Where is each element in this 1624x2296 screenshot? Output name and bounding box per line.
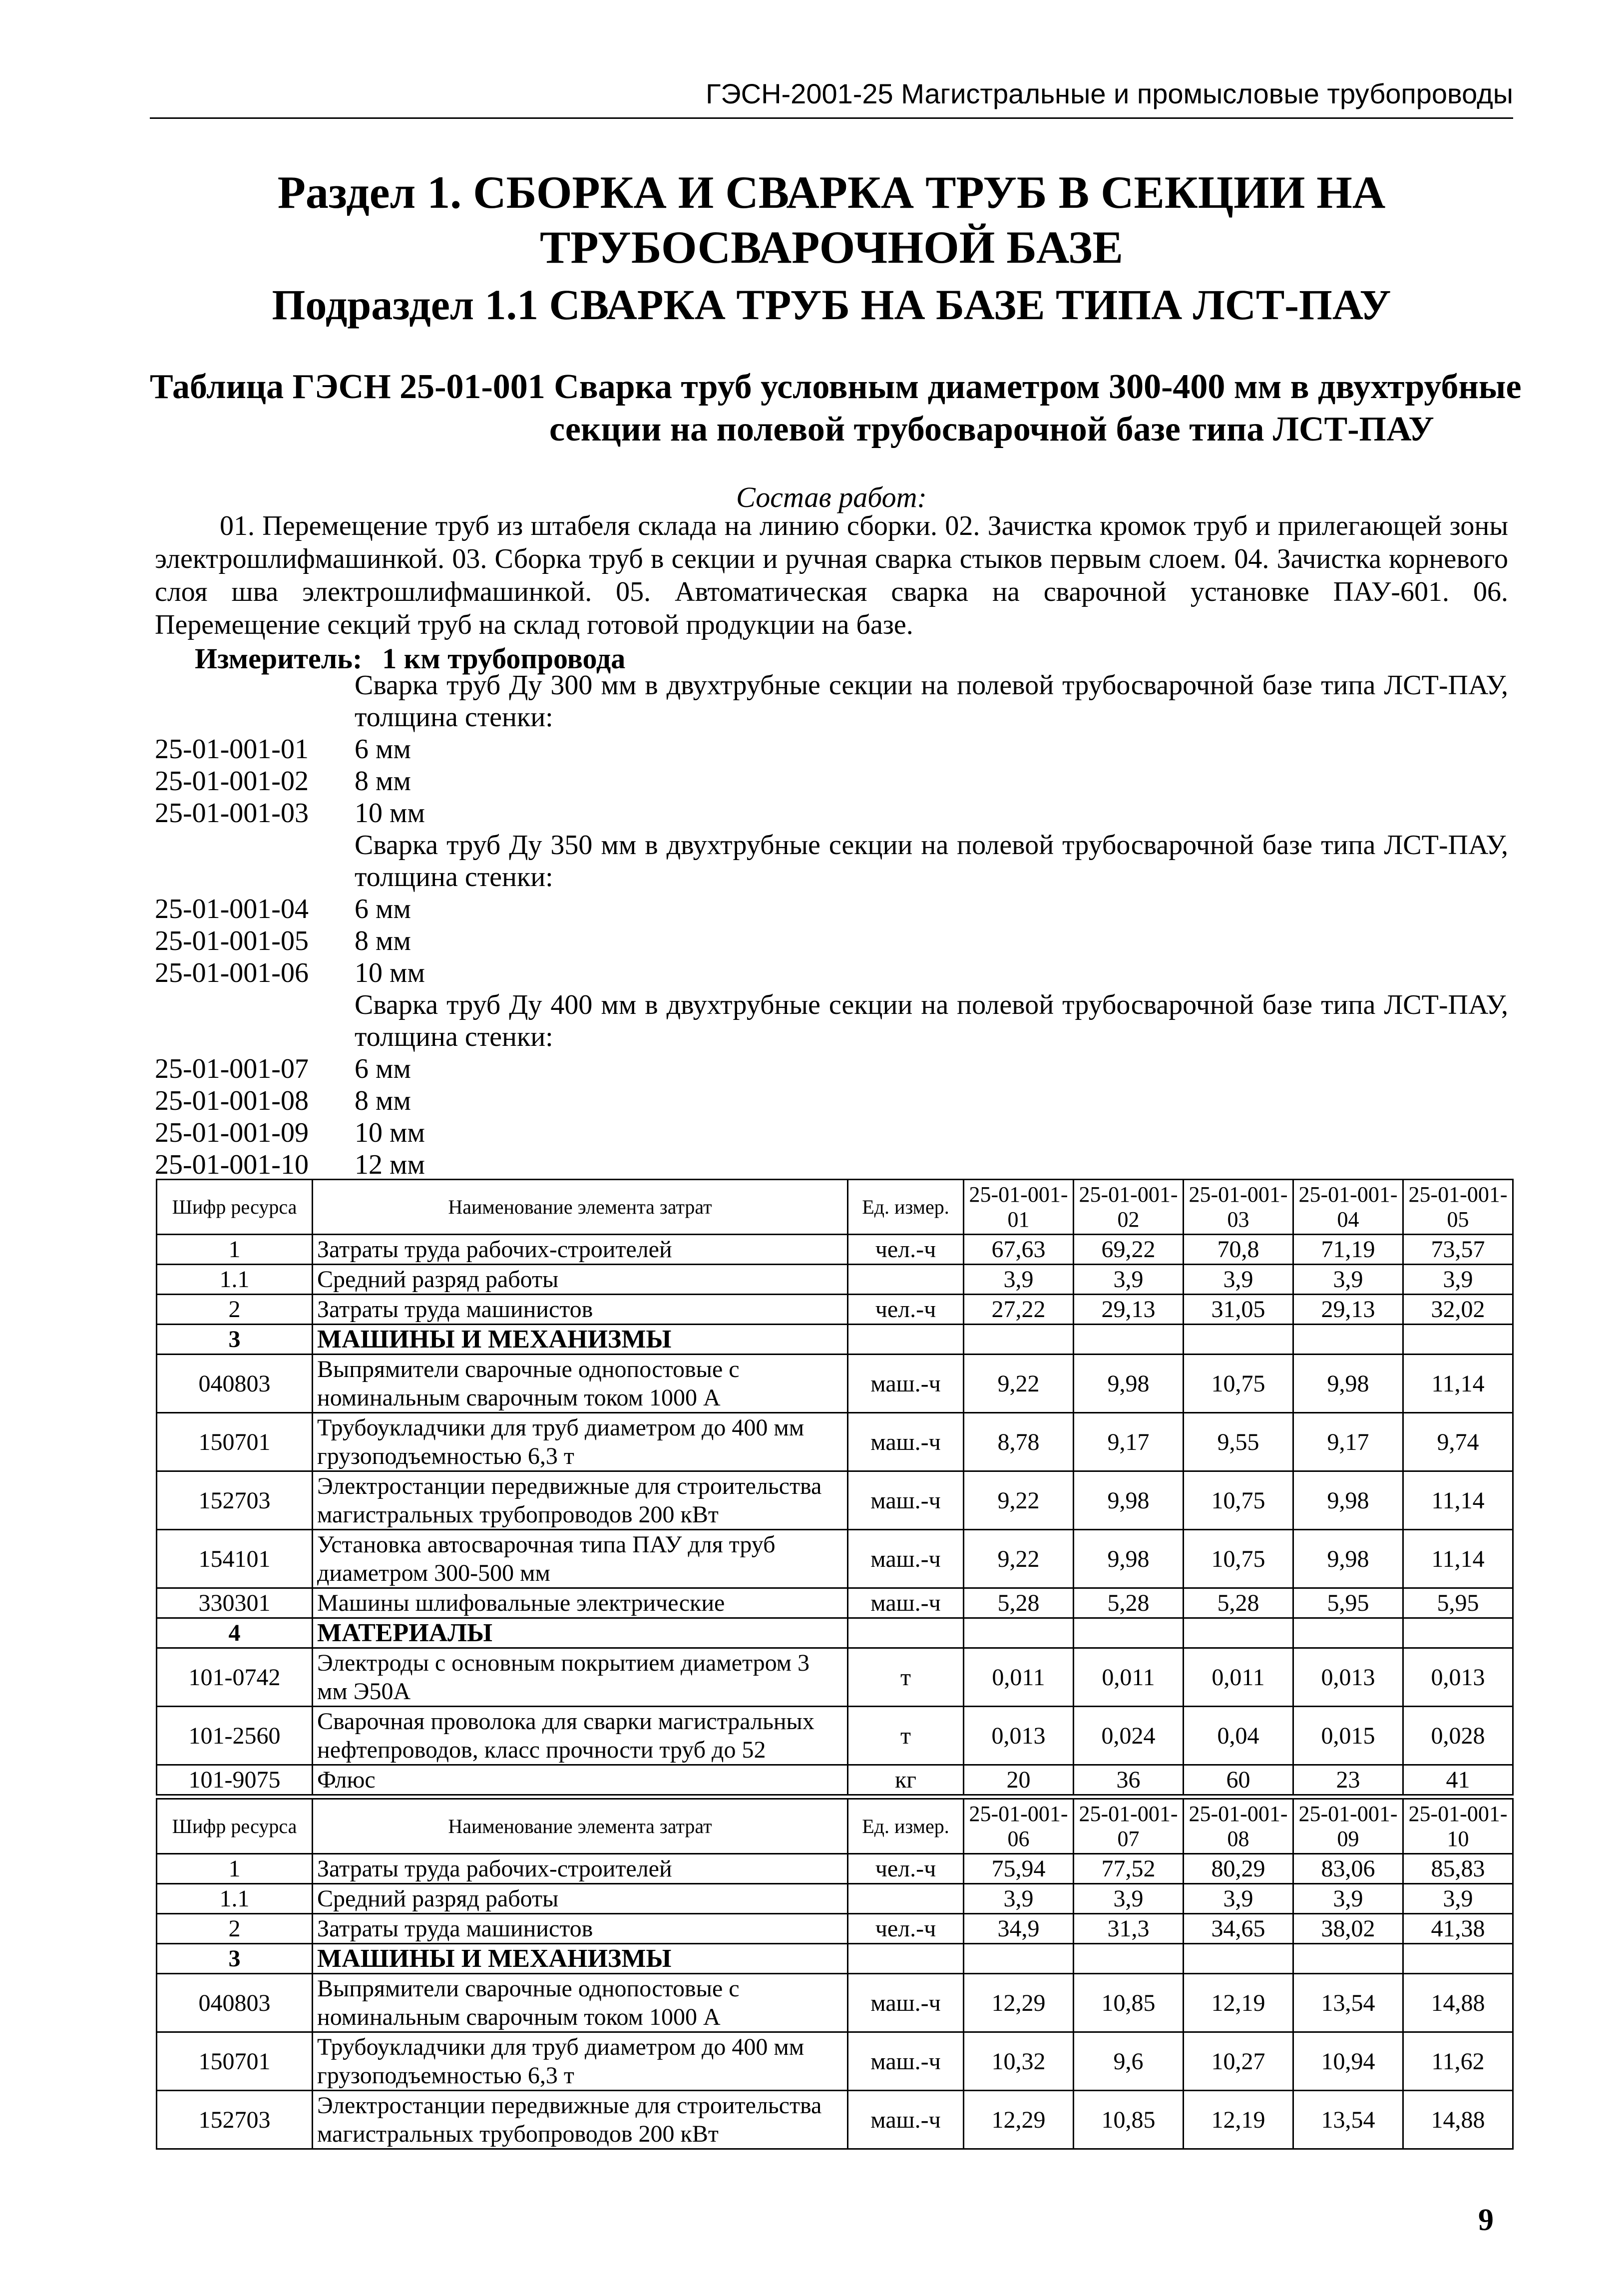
wall-thickness: 8 мм	[355, 766, 411, 797]
resource-unit: т	[848, 1648, 964, 1707]
resource-code: 101-2560	[157, 1707, 313, 1765]
table-row	[157, 1765, 1513, 1795]
resource-value: 83,06	[1293, 1854, 1403, 1884]
resource-value: 29,13	[1074, 1295, 1184, 1325]
resource-unit	[848, 1265, 964, 1295]
table-title-continued: секции на полевой трубосварочной базе типа ЛСТ-ПАУ	[549, 410, 1434, 449]
resource-unit: т	[848, 1707, 964, 1765]
code-number: 25-01-001-05	[155, 925, 309, 956]
resource-unit: маш.-ч	[848, 1355, 964, 1413]
resource-name: Средний разряд работы	[313, 1884, 848, 1914]
resource-name: Выпрямители сварочные однопостовые с номинальным сварочным током 1000 А	[313, 1974, 848, 2032]
code-number: 25-01-001-09	[155, 1117, 309, 1148]
resource-unit: маш.-ч	[848, 1588, 964, 1618]
resource-name: Выпрямители сварочные однопостовые с номинальным сварочным током 1000 А	[313, 1355, 848, 1413]
code-number: 25-01-001-07	[155, 1053, 309, 1084]
table-row	[157, 1648, 1513, 1707]
resource-value: 41,38	[1403, 1914, 1513, 1944]
resource-value	[1293, 1944, 1403, 1974]
resource-value: 32,02	[1403, 1295, 1513, 1325]
resource-value: 0,028	[1403, 1707, 1513, 1765]
table-row	[157, 1588, 1513, 1618]
code-row	[155, 797, 1508, 829]
table-row	[157, 1884, 1513, 1914]
wall-thickness: 8 мм	[355, 1085, 411, 1116]
resource-value: 10,27	[1184, 2032, 1293, 2091]
column-header: Наименование элемента затрат	[313, 1799, 848, 1854]
resource-value: 3,9	[1403, 1884, 1513, 1914]
code-row	[155, 733, 1508, 765]
resource-code: 330301	[157, 1588, 313, 1618]
column-header: Ед. измер.	[848, 1799, 964, 1854]
resource-code: 2	[157, 1295, 313, 1325]
code-number: 25-01-001-08	[155, 1085, 309, 1116]
resource-name: Установка автосварочная типа ПАУ для труб диаметром 300-500 мм	[313, 1530, 848, 1588]
resource-value: 11,62	[1403, 2032, 1513, 2091]
resource-value: 3,9	[1403, 1265, 1513, 1295]
resource-value	[1403, 1944, 1513, 1974]
resource-code: 040803	[157, 1355, 313, 1413]
resource-value: 9,98	[1293, 1355, 1403, 1413]
code-row	[155, 1053, 1508, 1085]
resource-unit: маш.-ч	[848, 2032, 964, 2091]
wall-thickness: 8 мм	[355, 925, 411, 956]
resource-value: 12,19	[1184, 1974, 1293, 2032]
resource-value: 10,32	[964, 2032, 1074, 2091]
resource-value	[1074, 1325, 1184, 1355]
group-description: Сварка труб Ду 400 мм в двухтрубные секции на полевой трубосварочной базе типа ЛСТ-ПАУ, толщина стенки:	[355, 989, 1508, 1052]
column-header-code: 25-01-001-08	[1184, 1799, 1293, 1854]
resource-value: 41	[1403, 1765, 1513, 1795]
resource-value: 69,22	[1074, 1235, 1184, 1265]
resource-value: 3,9	[964, 1265, 1074, 1295]
resource-value: 27,22	[964, 1295, 1074, 1325]
resource-unit: чел.-ч	[848, 1854, 964, 1884]
code-number: 25-01-001-02	[155, 766, 309, 797]
resource-value: 9,98	[1074, 1530, 1184, 1588]
resource-code: 1	[157, 1235, 313, 1265]
resource-code: 3	[157, 1944, 313, 1974]
resource-value: 5,95	[1403, 1588, 1513, 1618]
resource-value: 85,83	[1403, 1854, 1513, 1884]
column-header-code: 25-01-001-03	[1184, 1180, 1293, 1235]
resource-name: Затраты труда машинистов	[313, 1295, 848, 1325]
meter-label: Измеритель:	[195, 642, 363, 675]
resource-value: 0,015	[1293, 1707, 1403, 1765]
table-row	[157, 1295, 1513, 1325]
resource-table-2	[156, 1798, 1514, 2150]
resource-code: 2	[157, 1914, 313, 1944]
resource-value: 10,85	[1074, 1974, 1184, 2032]
resource-name: Флюс	[313, 1765, 848, 1795]
table-row	[157, 1914, 1513, 1944]
meter-value: 1 км трубопровода	[382, 642, 626, 675]
resource-code: 152703	[157, 1471, 313, 1530]
resource-value: 0,011	[1184, 1648, 1293, 1707]
table-row	[157, 1618, 1513, 1648]
code-number: 25-01-001-01	[155, 734, 309, 765]
table-row	[157, 2091, 1513, 2149]
resource-value: 12,19	[1184, 2091, 1293, 2149]
resource-value: 29,13	[1293, 1295, 1403, 1325]
resource-unit	[848, 1618, 964, 1648]
resource-value: 36	[1074, 1765, 1184, 1795]
wall-thickness: 10 мм	[355, 798, 425, 829]
code-row	[155, 1149, 1508, 1181]
table-row	[157, 1413, 1513, 1471]
resource-unit: маш.-ч	[848, 1530, 964, 1588]
resource-value: 31,3	[1074, 1914, 1184, 1944]
resource-name: Электростанции передвижные для строительства магистральных трубопроводов 200 кВт	[313, 1471, 848, 1530]
resource-value	[1293, 1618, 1403, 1648]
resource-value: 9,22	[964, 1471, 1074, 1530]
resource-unit: чел.-ч	[848, 1295, 964, 1325]
resource-value: 5,95	[1293, 1588, 1403, 1618]
code-number: 25-01-001-04	[155, 894, 309, 924]
resource-value: 10,94	[1293, 2032, 1403, 2091]
column-header: Шифр ресурса	[157, 1180, 313, 1235]
resource-unit: маш.-ч	[848, 1413, 964, 1471]
column-header: Шифр ресурса	[157, 1799, 313, 1854]
resource-name: Машины шлифовальные электрические	[313, 1588, 848, 1618]
resource-value: 60	[1184, 1765, 1293, 1795]
resource-value: 3,9	[1184, 1884, 1293, 1914]
resource-unit: маш.-ч	[848, 1974, 964, 2032]
running-header: ГЭСН-2001-25 Магистральные и промысловые трубопроводы	[150, 75, 1513, 119]
resource-value: 9,22	[964, 1355, 1074, 1413]
code-row	[155, 765, 1508, 797]
column-header-code: 25-01-001-06	[964, 1799, 1074, 1854]
resource-value: 12,29	[964, 1974, 1074, 2032]
resource-table-1	[156, 1179, 1514, 1796]
page-number: 9	[1478, 2203, 1494, 2237]
resource-value: 9,98	[1293, 1530, 1403, 1588]
resource-value: 0,013	[964, 1707, 1074, 1765]
column-header-code: 25-01-001-02	[1074, 1180, 1184, 1235]
resource-code: 1.1	[157, 1884, 313, 1914]
resource-name: Затраты труда рабочих-строителей	[313, 1235, 848, 1265]
resource-value: 77,52	[1074, 1854, 1184, 1884]
resource-value: 9,22	[964, 1530, 1074, 1588]
resource-value: 8,78	[964, 1413, 1074, 1471]
resource-name: Затраты труда рабочих-строителей	[313, 1854, 848, 1884]
resource-name: Электроды с основным покрытием диаметром 3 мм Э50А	[313, 1648, 848, 1707]
table-row	[157, 1854, 1513, 1884]
resource-value: 11,14	[1403, 1530, 1513, 1588]
work-composition-text: 01. Перемещение труб из штабеля склада на линию сборки. 02. Зачистка кромок труб и прилегающей зоны электрошлифмашинкой. 03. Сборка труб в секции и ручная сварка стыков первым слоем. 04. Зачистка корневого слоя шва электрошлифмашинкой. 05. Автоматическая сварка на сварочной установке ПАУ-601. 06. Перемещение секций труб на склад готовой продукции на базе.	[155, 510, 1508, 640]
resource-value: 20	[964, 1765, 1074, 1795]
group-description: Сварка труб Ду 350 мм в двухтрубные секции на полевой трубосварочной базе типа ЛСТ-ПАУ, толщина стенки:	[355, 830, 1508, 893]
resource-value: 3,9	[1074, 1265, 1184, 1295]
table-row	[157, 1471, 1513, 1530]
resource-value: 9,55	[1184, 1413, 1293, 1471]
code-number: 25-01-001-03	[155, 798, 309, 829]
code-list	[155, 669, 1508, 1181]
resource-value: 0,011	[1074, 1648, 1184, 1707]
resource-unit	[848, 1884, 964, 1914]
resource-value: 5,28	[1074, 1588, 1184, 1618]
resource-code: 1.1	[157, 1265, 313, 1295]
resource-value: 13,54	[1293, 1974, 1403, 2032]
column-header-code: 25-01-001-09	[1293, 1799, 1403, 1854]
resource-unit: маш.-ч	[848, 1471, 964, 1530]
resource-value: 10,85	[1074, 2091, 1184, 2149]
table-header-row	[157, 1799, 1513, 1854]
resource-code: 152703	[157, 2091, 313, 2149]
resource-value: 12,29	[964, 2091, 1074, 2149]
resource-code: 4	[157, 1618, 313, 1648]
resource-unit: маш.-ч	[848, 2091, 964, 2149]
column-header-code: 25-01-001-04	[1293, 1180, 1403, 1235]
resource-code: 1	[157, 1854, 313, 1884]
resource-value	[1184, 1618, 1293, 1648]
resource-code: 040803	[157, 1974, 313, 2032]
wall-thickness: 6 мм	[355, 1053, 411, 1084]
resource-code: 101-9075	[157, 1765, 313, 1795]
resource-unit: кг	[848, 1765, 964, 1795]
table-row	[157, 1530, 1513, 1588]
table-row	[157, 1235, 1513, 1265]
table-row	[157, 1707, 1513, 1765]
resource-code: 154101	[157, 1530, 313, 1588]
column-header-code: 25-01-001-07	[1074, 1799, 1184, 1854]
resource-value: 3,9	[1293, 1265, 1403, 1295]
table-title: Таблица ГЭСН 25-01-001 Сварка труб условным диаметром 300-400 мм в двухтрубные	[150, 368, 1522, 406]
column-header-code: 25-01-001-01	[964, 1180, 1074, 1235]
resource-value: 0,013	[1293, 1648, 1403, 1707]
table-row	[157, 2032, 1513, 2091]
code-row	[155, 925, 1508, 957]
subsection-title: Подраздел 1.1 СВАРКА ТРУБ НА БАЗЕ ТИПА ЛСТ-ПАУ	[272, 281, 1391, 329]
resource-value: 5,28	[964, 1588, 1074, 1618]
resource-value: 0,013	[1403, 1648, 1513, 1707]
table-row	[157, 1974, 1513, 2032]
table-row	[157, 1355, 1513, 1413]
resource-value: 3,9	[1074, 1884, 1184, 1914]
resource-value: 34,65	[1184, 1914, 1293, 1944]
resource-value: 0,024	[1074, 1707, 1184, 1765]
resource-value: 38,02	[1293, 1914, 1403, 1944]
resource-value: 71,19	[1293, 1235, 1403, 1265]
resource-value: 0,04	[1184, 1707, 1293, 1765]
resource-value: 23	[1293, 1765, 1403, 1795]
wall-thickness: 6 мм	[355, 894, 411, 924]
wall-thickness: 10 мм	[355, 1117, 425, 1148]
work-composition-heading: Состав работ:	[736, 481, 927, 513]
wall-thickness: 6 мм	[355, 734, 411, 765]
resource-value	[1074, 1944, 1184, 1974]
resource-unit	[848, 1325, 964, 1355]
resource-name: Электростанции передвижные для строительства магистральных трубопроводов 200 кВт	[313, 2091, 848, 2149]
resource-code: 3	[157, 1325, 313, 1355]
resource-value	[1184, 1325, 1293, 1355]
resource-value: 9,17	[1074, 1413, 1184, 1471]
code-row	[155, 1117, 1508, 1149]
resource-value: 10,75	[1184, 1530, 1293, 1588]
resource-value: 3,9	[964, 1884, 1074, 1914]
resource-value	[964, 1944, 1074, 1974]
column-header-code: 25-01-001-10	[1403, 1799, 1513, 1854]
resource-value: 34,9	[964, 1914, 1074, 1944]
resource-value: 3,9	[1293, 1884, 1403, 1914]
resource-name: МАШИНЫ И МЕХАНИЗМЫ	[313, 1325, 848, 1355]
resource-value	[1293, 1325, 1403, 1355]
column-header-code: 25-01-001-05	[1403, 1180, 1513, 1235]
resource-value: 75,94	[964, 1854, 1074, 1884]
resource-value: 11,14	[1403, 1355, 1513, 1413]
code-number: 25-01-001-10	[155, 1149, 309, 1180]
table-row	[157, 1944, 1513, 1974]
code-row	[155, 1085, 1508, 1117]
resource-value: 67,63	[964, 1235, 1074, 1265]
resource-name: МАТЕРИАЛЫ	[313, 1618, 848, 1648]
column-header: Наименование элемента затрат	[313, 1180, 848, 1235]
resource-value: 9,98	[1293, 1471, 1403, 1530]
resource-value: 9,17	[1293, 1413, 1403, 1471]
resource-value: 13,54	[1293, 2091, 1403, 2149]
code-row	[155, 957, 1508, 989]
resource-value: 3,9	[1184, 1265, 1293, 1295]
resource-value	[1403, 1618, 1513, 1648]
group-description: Сварка труб Ду 300 мм в двухтрубные секции на полевой трубосварочной базе типа ЛСТ-ПАУ, толщина стенки:	[355, 670, 1508, 733]
column-header: Ед. измер.	[848, 1180, 964, 1235]
wall-thickness: 10 мм	[355, 957, 425, 988]
table-row	[157, 1325, 1513, 1355]
resource-name: Сварочная проволока для сварки магистральных нефтепроводов, класс прочности труб до 52	[313, 1707, 848, 1765]
table-header-row	[157, 1180, 1513, 1235]
resource-value: 9,98	[1074, 1471, 1184, 1530]
resource-name: Трубоукладчики для труб диаметром до 400 мм грузоподъемностью 6,3 т	[313, 1413, 848, 1471]
resource-value	[964, 1325, 1074, 1355]
resource-name: Средний разряд работы	[313, 1265, 848, 1295]
resource-code: 150701	[157, 1413, 313, 1471]
resource-value: 14,88	[1403, 2091, 1513, 2149]
resource-name: Затраты труда машинистов	[313, 1914, 848, 1944]
resource-value: 0,011	[964, 1648, 1074, 1707]
resource-value: 10,75	[1184, 1355, 1293, 1413]
code-row	[155, 893, 1508, 925]
resource-name: Трубоукладчики для труб диаметром до 400 мм грузоподъемностью 6,3 т	[313, 2032, 848, 2091]
resource-value: 9,74	[1403, 1413, 1513, 1471]
resource-value: 10,75	[1184, 1471, 1293, 1530]
section-title: Раздел 1. СБОРКА И СВАРКА ТРУБ В СЕКЦИИ НА ТРУБОСВАРОЧНОЙ БАЗЕ	[277, 167, 1386, 273]
resource-unit: чел.-ч	[848, 1914, 964, 1944]
resource-unit: чел.-ч	[848, 1235, 964, 1265]
resource-value: 9,6	[1074, 2032, 1184, 2091]
resource-unit	[848, 1944, 964, 1974]
table-row	[157, 1265, 1513, 1295]
resource-value	[1074, 1618, 1184, 1648]
resource-code: 150701	[157, 2032, 313, 2091]
resource-value: 14,88	[1403, 1974, 1513, 2032]
resource-value: 9,98	[1074, 1355, 1184, 1413]
resource-value: 73,57	[1403, 1235, 1513, 1265]
resource-value	[1403, 1325, 1513, 1355]
resource-value: 5,28	[1184, 1588, 1293, 1618]
wall-thickness: 12 мм	[355, 1149, 425, 1180]
resource-value	[964, 1618, 1074, 1648]
resource-code: 101-0742	[157, 1648, 313, 1707]
resource-value: 70,8	[1184, 1235, 1293, 1265]
resource-value: 31,05	[1184, 1295, 1293, 1325]
resource-value	[1184, 1944, 1293, 1974]
resource-name: МАШИНЫ И МЕХАНИЗМЫ	[313, 1944, 848, 1974]
resource-value: 80,29	[1184, 1854, 1293, 1884]
resource-value: 11,14	[1403, 1471, 1513, 1530]
code-number: 25-01-001-06	[155, 957, 309, 988]
